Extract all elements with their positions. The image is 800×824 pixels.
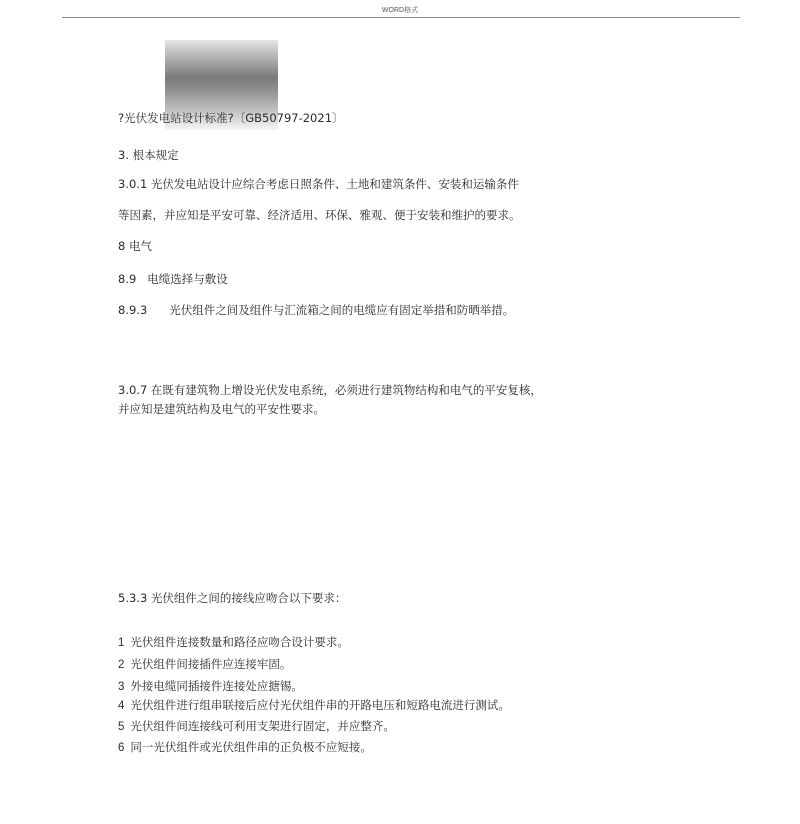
clause-3-0-1-line1: 3.0.1 光伏发电站设计应综合考虑日照条件、土地和建筑条件、安装和运输条件 (118, 177, 519, 191)
document-title: ?光伏发电站设计标准?〔GB50797-2021〕 (118, 111, 344, 125)
list-item (118, 719, 395, 734)
list-item-text: 光伏组件连接数量和路径应吻合设计要求。 (130, 635, 349, 649)
list-item-text: 光伏组件进行组串联接后应付光伏组件串的开路电压和短路电流进行测试。 (130, 698, 510, 712)
header-divider (62, 17, 740, 18)
clause-5-3-3: 5.3.3 光伏组件之间的接线应吻合以下要求： (118, 591, 347, 605)
list-item (118, 657, 291, 672)
clause-8-9-3: 8.9.3 光伏组件之间及组件与汇流箱之间的电缆应有固定举措和防晒举措。 (118, 303, 515, 317)
list-item-number: 2 (118, 659, 125, 671)
page-header-label: WORD格式 (381, 7, 419, 14)
list-item-number: 5 (118, 721, 125, 733)
list-item (118, 635, 349, 650)
list-item-number: 1 (118, 637, 125, 649)
clause-3-0-7-line1: 3.0.7 在既有建筑物上增设光伏发电系统，必须进行建筑物结构和电气的平安复核， (118, 383, 542, 397)
section-8-heading: 8 电气 (118, 239, 152, 253)
list-item (118, 679, 303, 694)
list-item (118, 740, 372, 755)
section-8-9-heading: 8.9 电缆选择与敷设 (118, 272, 228, 286)
list-item-number: 4 (118, 700, 125, 712)
list-item-text: 光伏组件间连接线可利用支架进行固定，并应整齐。 (130, 719, 395, 733)
list-item-number: 3 (118, 681, 125, 693)
list-item-text: 光伏组件间接插件应连接牢固。 (130, 657, 292, 671)
list-item (118, 698, 510, 713)
clause-3-0-7-line2: 并应知是建筑结构及电气的平安性要求。 (118, 402, 325, 416)
list-item-text: 同一光伏组件或光伏组件串的正负极不应短接。 (130, 740, 372, 754)
section-3-heading: 3. 根本规定 (118, 148, 179, 162)
list-item-number: 6 (118, 742, 125, 754)
clause-3-0-1-line2: 等因素，并应知是平安可靠、经济适用、环保、雅观、便于安装和维护的要求。 (118, 208, 521, 222)
list-item-text: 外接电缆同插接件连接处应搪锡。 (130, 679, 303, 693)
